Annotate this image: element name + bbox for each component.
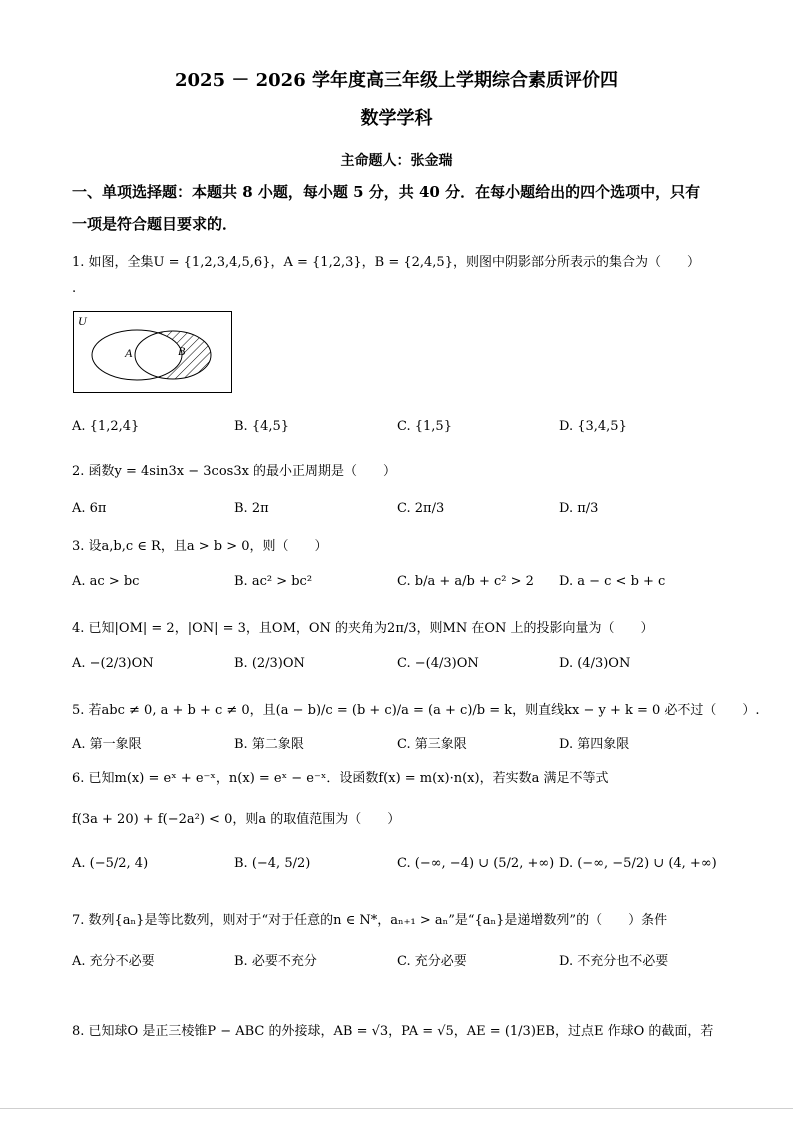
q1-option-d: D. {3,4,5} — [559, 419, 627, 434]
q2-option-a: A. 6π — [72, 501, 107, 516]
q7-option-c: C. 充分必要 — [397, 954, 467, 969]
page-bottom-divider — [0, 1108, 793, 1109]
exam-title: 2025 － 2026 学年度高三年级上学期综合素质评价四 — [175, 70, 618, 91]
set-a-label: A — [125, 346, 133, 360]
q6-option-d: D. (−∞, −5/2) ∪ (4, +∞) — [559, 856, 717, 871]
venn-diagram — [73, 311, 233, 393]
q5-option-a: A. 第一象限 — [72, 737, 142, 752]
q1-option-a: A. {1,2,4} — [72, 419, 140, 434]
universe-label: U — [78, 314, 87, 328]
question-1-stem-tail: . — [72, 281, 77, 296]
q2-option-b: B. 2π — [234, 501, 269, 516]
q4-option-c: C. −(4/3)ON — [397, 656, 479, 671]
q1-option-b: B. {4,5} — [234, 419, 290, 434]
q5-option-d: D. 第四象限 — [559, 737, 630, 752]
q7-option-b: B. 必要不充分 — [234, 954, 317, 969]
q3-option-a: A. ac > bc — [72, 574, 140, 589]
q5-option-b: B. 第二象限 — [234, 737, 304, 752]
section-heading-line1: 一、单项选择题：本题共 8 小题，每小题 5 分，共 40 分．在每小题给出的四个选项中，只有 — [72, 183, 701, 201]
question-5-stem: 5. 若abc ≠ 0, a + b + c ≠ 0，且(a − b)/c = (b + c)/a = (a + c)/b = k，则直线kx − y + k = 0 必不过（ ）. — [72, 703, 760, 718]
q3-option-d: D. a − c < b + c — [559, 574, 666, 589]
question-6-stem: 6. 已知m(x) = eˣ + e⁻ˣ，n(x) = eˣ − e⁻ˣ．设函数f(x) = m(x)·n(x)，若实数a 满足不等式 — [72, 771, 609, 786]
exam-subtitle: 数学学科 — [360, 108, 433, 129]
q5-option-c: C. 第三象限 — [397, 737, 467, 752]
q3-option-c: C. b/a + a/b + c² > 2 — [397, 574, 534, 589]
q4-option-a: A. −(2/3)ON — [72, 656, 154, 671]
q6-option-b: B. (−4, 5/2) — [234, 856, 311, 871]
q2-option-c: C. 2π/3 — [397, 501, 445, 516]
q7-option-d: D. 不充分也不必要 — [559, 954, 669, 969]
question-1-stem: 1. 如图，全集U = {1,2,3,4,5,6}，A = {1,2,3}，B = {2,4,5}，则图中阴影部分所表示的集合为（ ） — [72, 255, 700, 270]
q6-option-c: C. (−∞, −4) ∪ (5/2, +∞) — [397, 856, 555, 871]
q6-option-a: A. (−5/2, 4) — [72, 856, 149, 871]
q7-option-a: A. 充分不必要 — [72, 954, 155, 969]
q3-option-b: B. ac² > bc² — [234, 574, 313, 589]
set-b-label: B — [178, 344, 186, 358]
question-4-stem: 4. 已知|OM| = 2，|ON| = 3，且OM，ON 的夹角为2π/3，则MN 在ON 上的投影向量为（ ） — [72, 621, 654, 636]
q4-option-d: D. (4/3)ON — [559, 656, 631, 671]
q4-option-b: B. (2/3)ON — [234, 656, 305, 671]
question-3-stem: 3. 设a,b,c ∈ R，且a > b > 0，则（ ） — [72, 539, 328, 554]
author-line: 主命题人：张金瑞 — [340, 153, 453, 169]
section-heading-line2: 一项是符合题目要求的． — [72, 215, 238, 233]
question-7-stem: 7. 数列{aₙ}是等比数列，则对于“对于任意的n ∈ N*，aₙ₊₁ > aₙ”是“{aₙ}是递增数列”的（ ）条件 — [72, 913, 668, 928]
q1-option-c: C. {1,5} — [397, 419, 452, 434]
question-6-stem-line2: f(3a + 20) + f(−2a²) < 0，则a 的取值范围为（ ） — [72, 812, 401, 827]
question-8-stem: 8. 已知球O 是正三棱锥P − ABC 的外接球，AB = √3，PA = √5，AE = (1/3)EB，过点E 作球O 的截面，若 — [72, 1024, 714, 1039]
question-2-stem: 2. 函数y = 4sin3x − 3cos3x 的最小正周期是（ ） — [72, 464, 397, 479]
q2-option-d: D. π/3 — [559, 501, 599, 516]
